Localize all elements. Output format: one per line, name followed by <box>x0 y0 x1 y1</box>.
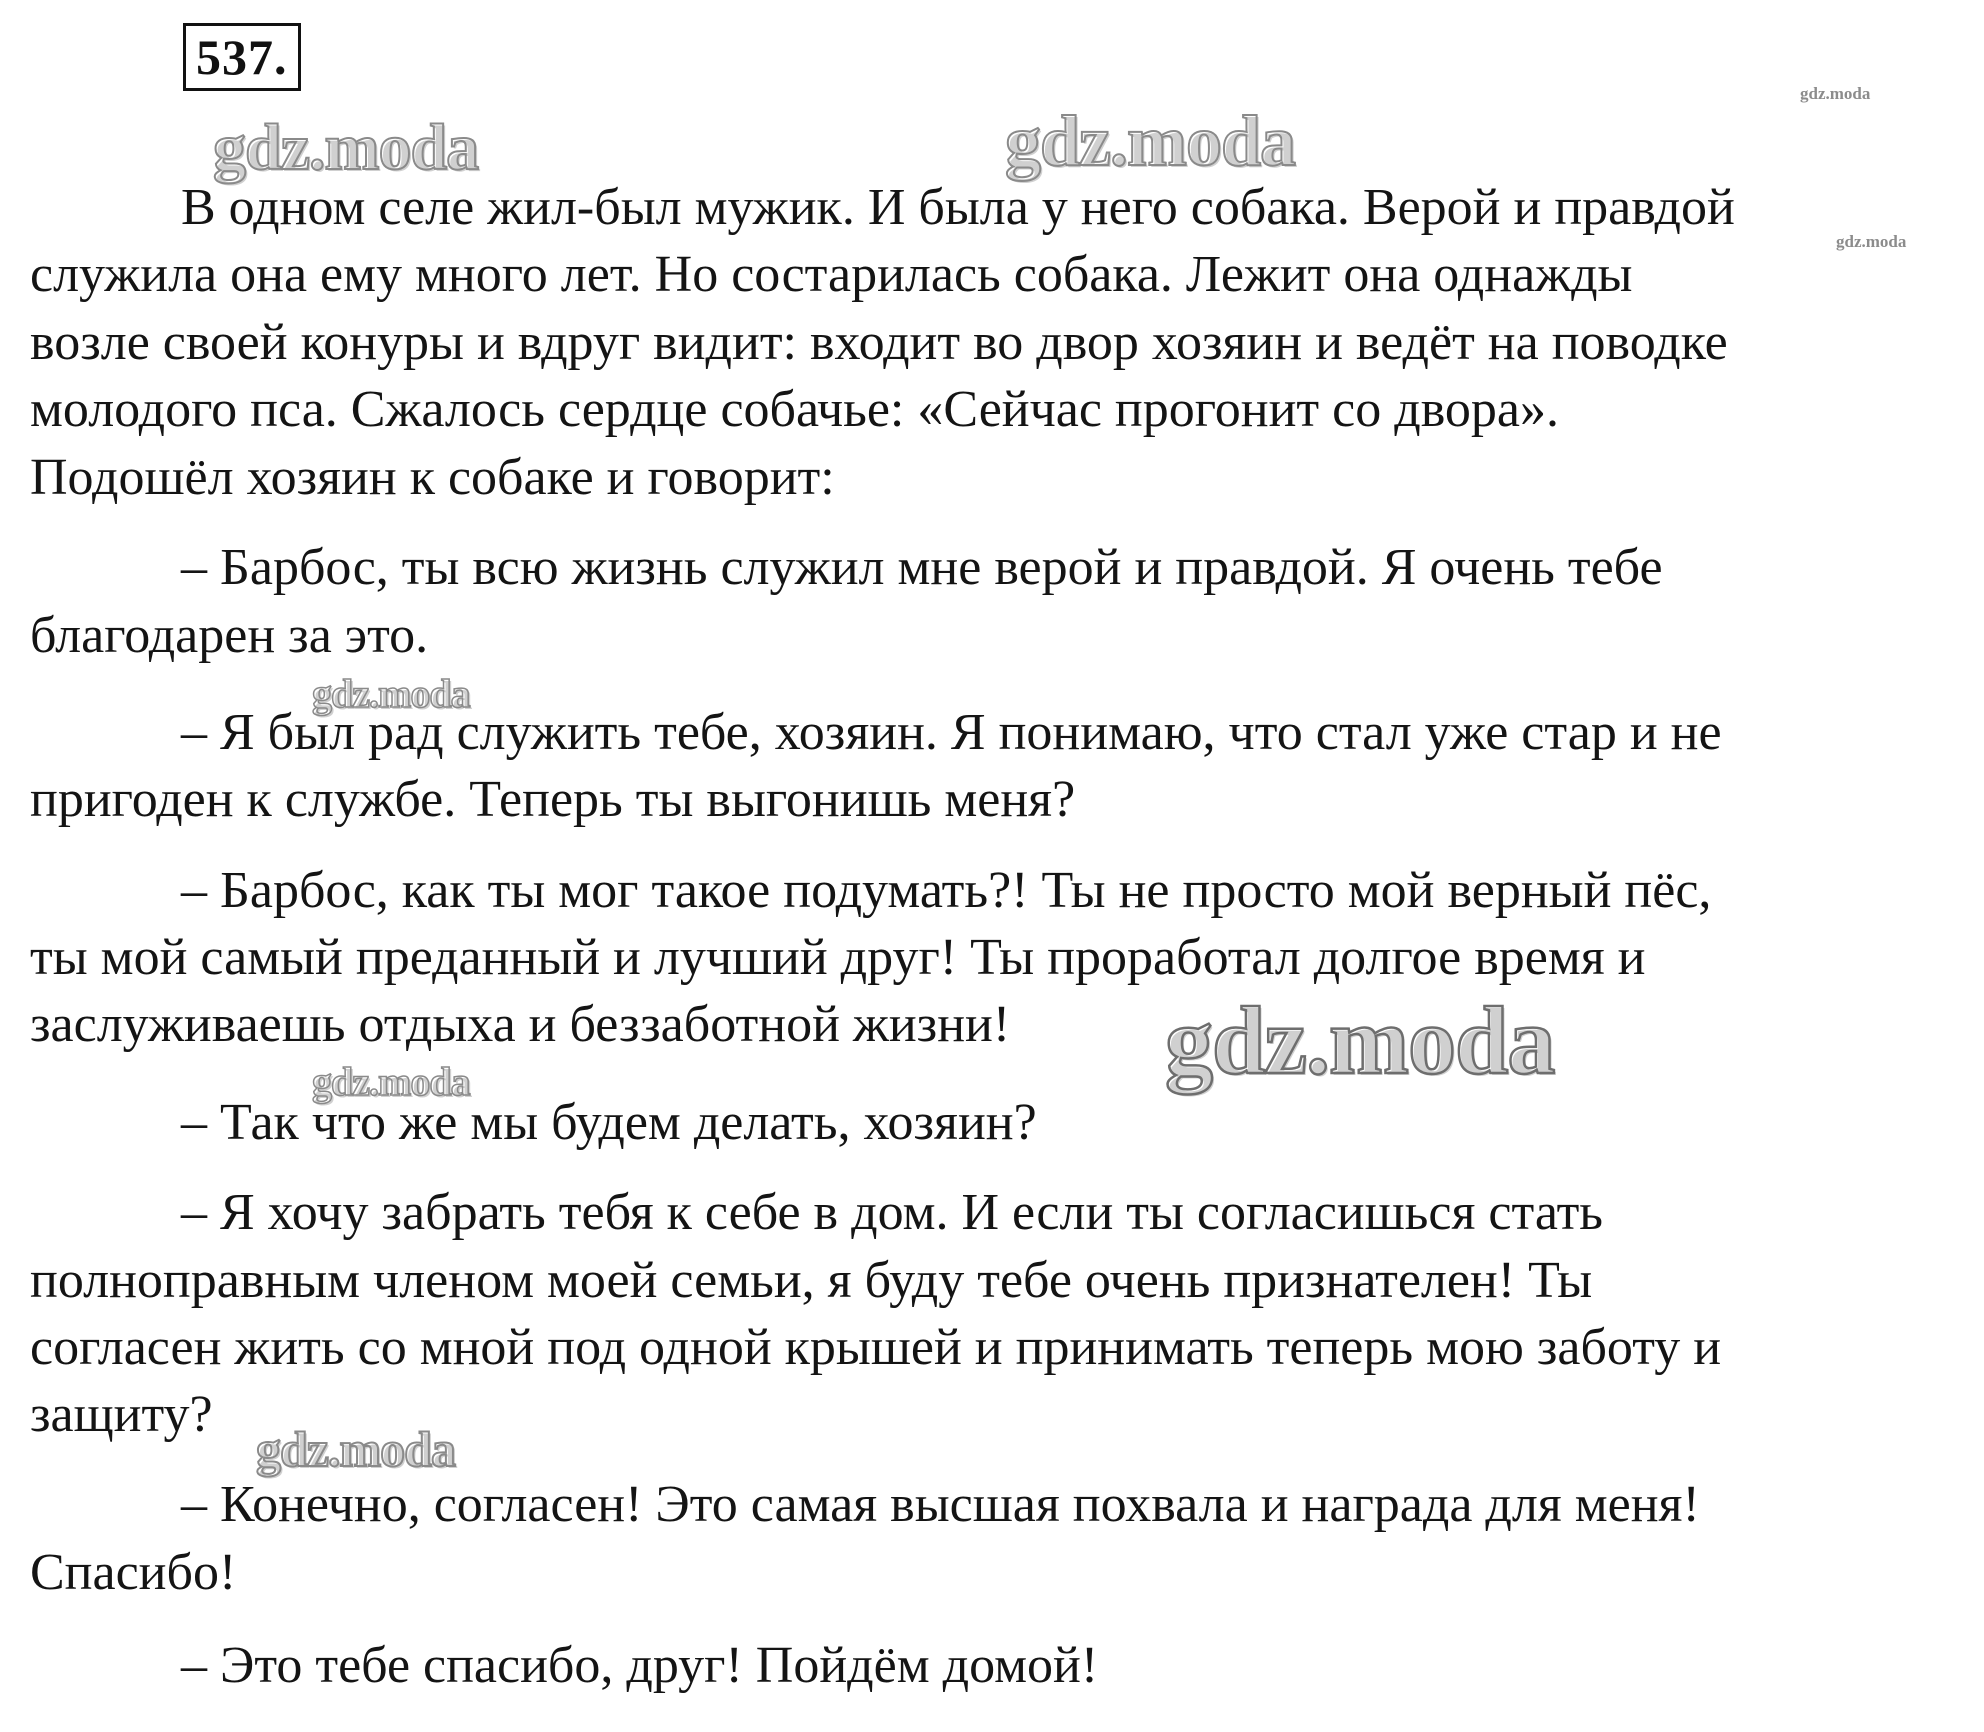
text-line: согласен жить со мной под одной крышей и принимать теперь мою заботу и <box>30 1319 1722 1376</box>
watermark-logo: gdz.moda <box>1836 232 1907 251</box>
text-line: молодого пса. Сжалось сердце собачье: «Сейчас прогонит со двора». <box>30 381 1559 438</box>
text-line: служила она ему много лет. Но состарилась собака. Лежит она однажды <box>30 246 1633 303</box>
text-line: ты мой самый преданный и лучший друг! Ты проработал долгое время и <box>30 929 1646 986</box>
text-line: возле своей конуры и вдруг видит: входит во двор хозяин и ведёт на поводке <box>30 314 1728 371</box>
watermark-logo: gdz.moda <box>1800 84 1871 103</box>
text-line: – Я был рад служить тебе, хозяин. Я понимаю, что стал уже стар и не <box>181 704 1722 761</box>
watermark-logo: gdz.moda <box>256 1421 455 1477</box>
text-line: – Барбос, ты всю жизнь служил мне верой и правдой. Я очень тебе <box>181 539 1663 596</box>
text-line: – Конечно, согласен! Это самая высшая похвала и награда для меня! <box>181 1476 1700 1533</box>
text-line: Подошёл хозяин к собаке и говорит: <box>30 449 835 506</box>
text-line: полноправным членом моей семьи, я буду тебе очень признателен! Ты <box>30 1252 1593 1309</box>
text-line: – Я хочу забрать тебя к себе в дом. И если ты согласишься стать <box>181 1184 1604 1241</box>
exercise-number: 537. <box>183 23 301 91</box>
text-line: – Барбос, как ты мог такое подумать?! Ты не просто мой верный пёс, <box>181 862 1712 919</box>
watermark-logo: gdz.moda <box>312 671 470 716</box>
text-line: В одном селе жил-был мужик. И была у него собака. Верой и правдой <box>181 179 1735 236</box>
watermark-logo: gdz.moda <box>1005 101 1296 181</box>
watermark-logo: gdz.moda <box>213 111 479 184</box>
text-line: защиту? <box>30 1386 213 1443</box>
text-line: – Это тебе спасибо, друг! Пойдём домой! <box>181 1637 1099 1694</box>
text-line: пригоден к службе. Теперь ты выгонишь меня? <box>30 771 1076 828</box>
text-line: благодарен за это. <box>30 607 429 664</box>
text-line: – Так что же мы будем делать, хозяин? <box>181 1094 1037 1151</box>
text-line: Спасибо! <box>30 1544 237 1601</box>
text-line: заслуживаешь отдыха и беззаботной жизни! <box>30 996 1011 1053</box>
watermark-logo: gdz.moda <box>1165 987 1555 1094</box>
watermark-logo: gdz.moda <box>312 1059 470 1104</box>
